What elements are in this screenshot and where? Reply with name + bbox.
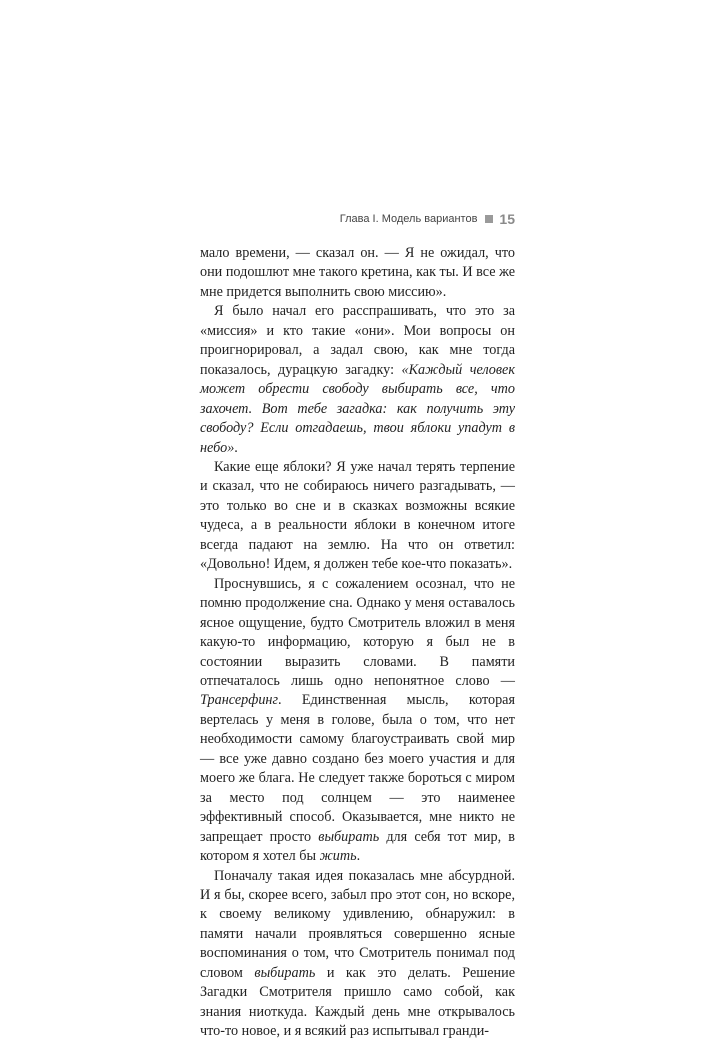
text-run: Я было начал его расспрашивать, что это за «миссия» и кто такие «они». Мои вопросы он проигнорировал, а задал свою, как мне тогда показалось, дурацкую загадку: [200, 303, 515, 378]
text-run: . [356, 848, 361, 865]
chapter-title: Глава I. Модель вариантов [339, 213, 478, 225]
text-run: и как это делать. Решение Загадки Смотрителя пришло само собой, как знания ниоткуда. Каждый день мне открывалось что-то новое, и я всякий раз испытывал гранди- [200, 964, 516, 1040]
text-run: Поначалу такая идея показалась мне абсурдной. И я бы, скорее всего, забыл про этот сон, но вскоре, к своему великому удивлению, обнаружил: в памяти начали проявляться совершенно ясные воспоминания о том, что Смотритель понимал под словом [200, 867, 515, 981]
text-run: Проснувшись, я с сожалением осознал, что не помню продолжение сна. Однако у меня оставалось ясное ощущение, будто Смотритель вложил в меня какую-то информацию, которую я был не в состоянии выразить словами. В памяти отпечаталось лишь одно непонятное слово — [200, 575, 515, 689]
text-run: мало времени, — сказал он. — Я не ожидал, что они подошлют мне такого кретина, как ты. И все же мне придется выполнить свою миссию». [200, 245, 515, 300]
paragraph [200, 575, 515, 867]
paragraph [200, 458, 515, 575]
italic-text: «Каждый человек может обрести свободу выбирать все, что захочет. Вот тебе загадка: как получить эту свободу? Если отгадаешь, твои яблоки упадут в небо» [200, 361, 515, 456]
italic-text: выбирать [318, 828, 380, 845]
text-run: . Единственная мысль, которая вертелась у меня в голове, была о том, что нет необходимости самому благоустраивать свой мир — все уже давно создано без моего участия и для моего же блага. Не следует также бороться с миром за место под солнцем — это наименее эффективный способ. Оказывается, мне никто не запрещает просто [200, 692, 515, 845]
page-number: 15 [499, 211, 515, 227]
body-text [200, 244, 515, 1042]
text-run: . [234, 439, 238, 456]
italic-text: выбирать [254, 964, 316, 981]
text-run: Какие еще яблоки? Я уже начал терять терпение и сказал, что не собираюсь ничего разгадывать, — это только во сне и в сказках возможны всякие чудеса, а в реальности яблоки в конечном итоге всегда падают на землю. На что он ответил: «Довольно! Идем, я должен тебе кое-что показать». [200, 458, 515, 573]
paragraph [200, 244, 515, 302]
italic-text: жить [319, 848, 357, 865]
square-bullet-icon [485, 215, 493, 223]
italic-text: Трансерфинг [200, 692, 279, 709]
running-header [200, 210, 515, 228]
paragraph [200, 867, 515, 1042]
text-run: для себя тот мир, в котором я хотел бы [200, 828, 515, 865]
paragraph [200, 302, 515, 458]
